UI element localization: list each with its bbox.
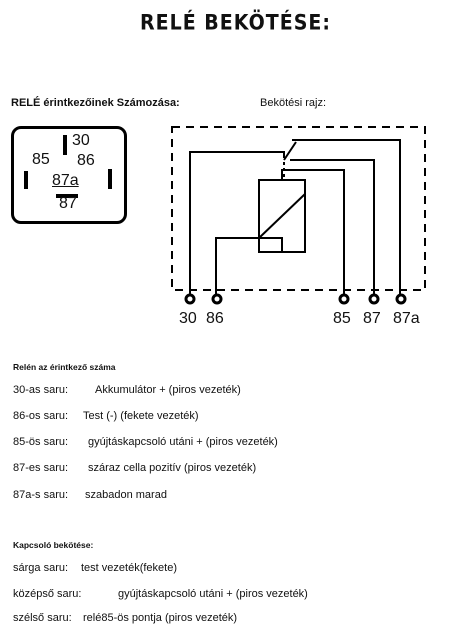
pin-row-value: Akkumulátor + (piros vezeték) xyxy=(95,384,241,396)
pin-row-value: Test (-) (fekete vezeték) xyxy=(83,410,199,422)
wiring-label: Bekötési rajz: xyxy=(260,97,327,109)
pin-row xyxy=(13,436,278,448)
pin-row-key: 85-ös saru: xyxy=(13,436,69,448)
switch-row-key: sárga saru: xyxy=(13,562,69,574)
wire-85 xyxy=(282,170,344,295)
pin-row-key: 30-as saru: xyxy=(13,384,69,396)
terminal-87 xyxy=(370,295,378,303)
pin-30-label: 30 xyxy=(72,132,90,149)
terminal-87a xyxy=(397,295,405,303)
switch-row xyxy=(13,612,237,624)
pin-87a-label: 87a xyxy=(52,172,79,189)
pin-row xyxy=(13,462,256,474)
pin-row xyxy=(13,489,167,501)
pin-86-label: 86 xyxy=(77,152,95,169)
pin-87-label: 87 xyxy=(59,195,77,212)
pin-row-key: 87a-s saru: xyxy=(13,489,69,501)
switch-row-value: gyújtáskapcsoló utáni + (piros vezeték) xyxy=(118,588,308,600)
terminal-label-30: 30 xyxy=(179,310,197,327)
numbering-label: RELÉ érintkezőinek Számozása: xyxy=(11,97,180,109)
page-title: RELÉ BEKÖTÉSE: xyxy=(140,10,331,36)
switch-row xyxy=(13,588,308,600)
pin-85-label: 85 xyxy=(32,151,50,168)
terminal-85 xyxy=(340,295,348,303)
terminal-label-87a: 87a xyxy=(393,310,420,327)
switch-row-value: relé85-ös pontja (piros vezeték) xyxy=(83,612,238,624)
switch-row-key: középső saru: xyxy=(13,588,82,600)
terminal-label-86: 86 xyxy=(206,310,224,327)
switch-arm xyxy=(284,142,296,160)
pin-row xyxy=(13,410,199,422)
switch-row-key: szélső saru: xyxy=(13,612,72,624)
pin-row-value: gyújtáskapcsoló utáni + (piros vezeték) xyxy=(88,436,278,448)
switch-row-value: test vezeték(fekete) xyxy=(81,562,177,574)
terminal-30 xyxy=(186,295,194,303)
section-switch-heading: Kapcsoló bekötése: xyxy=(13,540,94,550)
pin-row xyxy=(13,384,241,396)
wire-30 xyxy=(190,152,284,295)
section-pin-heading: Relén az érintkező száma xyxy=(13,362,116,372)
pin-row-value: szabadon marad xyxy=(85,489,167,501)
switch-row xyxy=(13,562,177,574)
terminal-label-87: 87 xyxy=(363,310,381,327)
pin-row-key: 87-es saru: xyxy=(13,462,69,474)
wire-86 xyxy=(216,238,282,295)
terminal-86 xyxy=(213,295,221,303)
wire-87a xyxy=(292,140,400,295)
pin-row-value: száraz cella pozitív (piros vezeték) xyxy=(88,462,257,474)
pin-row-key: 86-os saru: xyxy=(13,410,69,422)
terminal-label-85: 85 xyxy=(333,310,351,327)
coil-diagonal xyxy=(259,194,305,238)
